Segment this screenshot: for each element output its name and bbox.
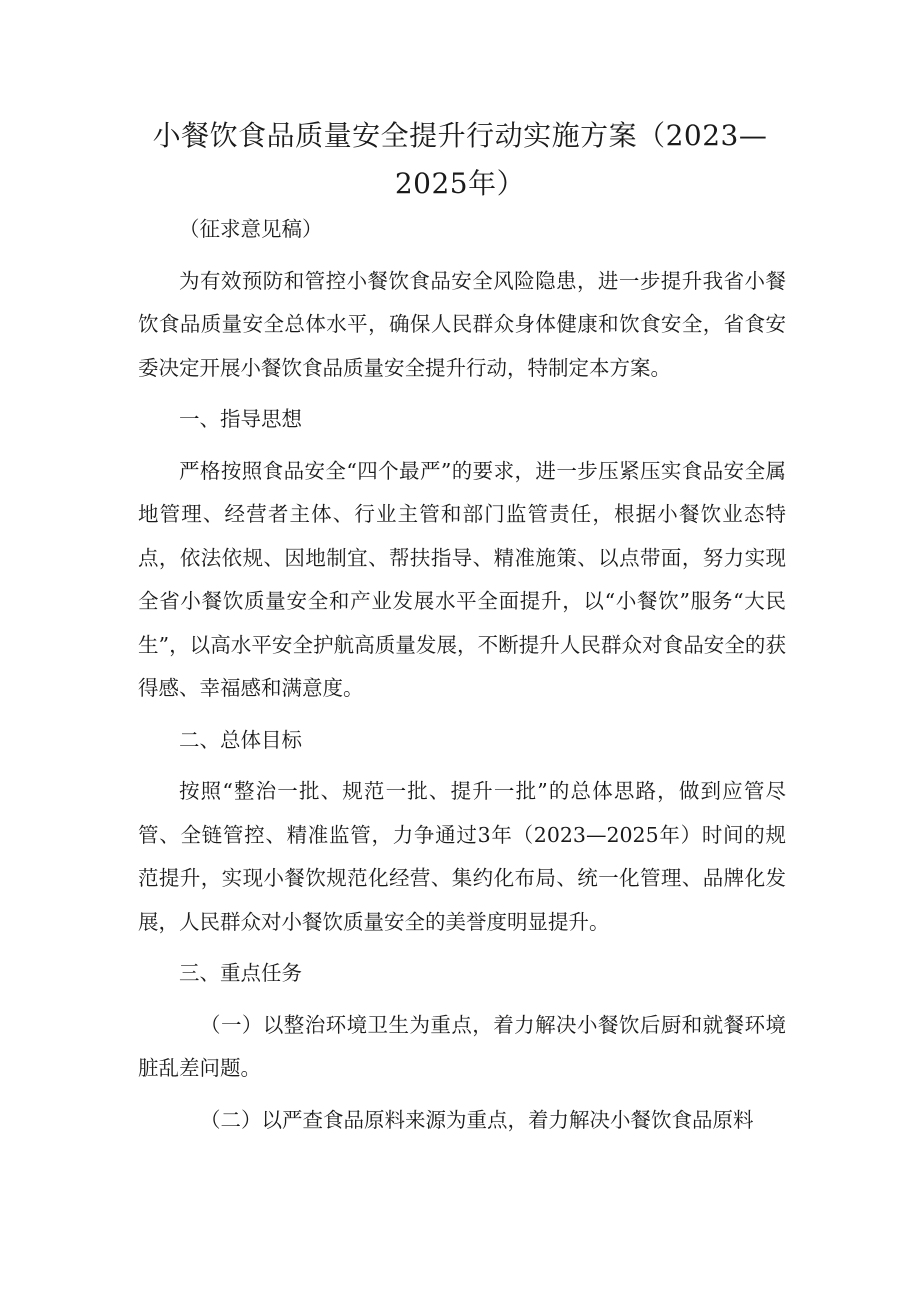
section-text-guiding-ideology: 严格按照食品安全“四个最严”的要求，进一步压紧压实食品安全属地管理、经营者主体、行业主管和部门监管责任，根据小餐饮业态特点，依法依规、因地制宜、帮扶指导、精准施策、以点带面，努力实现全省小餐饮质量安全和产业发展水平全面提升，以“小餐饮”服务“大民生”，以高水平安全护航高质量发展，不断提升人民群众对食品安全的获得感、幸福感和满意度。	[138, 458, 786, 700]
document-body	[138, 208, 786, 1142]
task-item: （二）以严查食品原料来源为重点，着力解决小餐饮食品原料	[200, 1107, 754, 1132]
document-subtitle: （征求意见稿）	[179, 217, 323, 241]
section-heading-key-tasks: 三、重点任务	[179, 961, 302, 985]
section-heading-overall-goal: 二、总体目标	[179, 727, 302, 752]
task-item: （一）以整治环境卫生为重点，着力解决小餐饮后厨和就餐环境脏乱差问题。	[138, 1012, 786, 1080]
section-heading-guiding-ideology: 一、指导思想	[179, 407, 302, 431]
section-text-overall-goal: 按照“整治一批、规范一批、提升一批”的总体思路，做到应管尽管、全链管控、精准监管，力争通过3年（2023—2025年）时间的规范提升，实现小餐饮规范化经营、集约化布局、统一化管理、品牌化发展，人民群众对小餐饮质量安全的美誉度明显提升。	[138, 779, 786, 934]
intro-paragraph: 为有效预防和管控小餐饮食品安全风险隐患，进一步提升我省小餐饮食品质量安全总体水平，确保人民群众身体健康和饮食安全，省食安委决定开展小餐饮食品质量安全提升行动，特制定本方案。	[138, 268, 786, 380]
document-title: 小餐饮食品质量安全提升行动实施方案（2023—2025年）	[152, 119, 768, 200]
